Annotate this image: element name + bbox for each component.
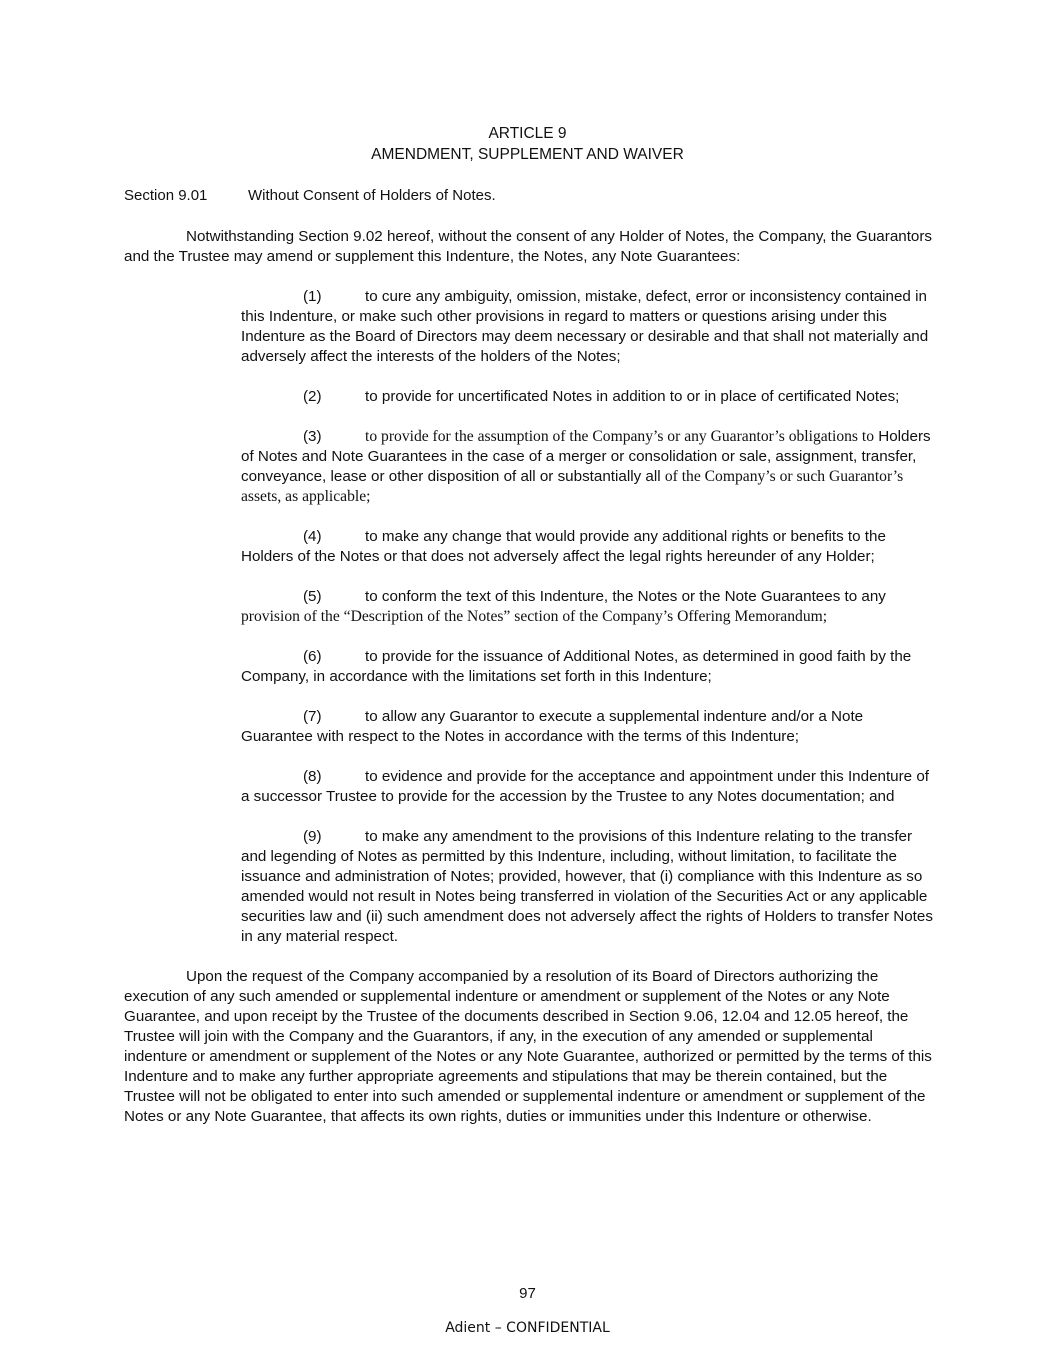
page-number: 97 [519,1285,536,1302]
item-label: (1) [303,288,322,305]
list-item-6 [241,647,935,687]
closing-text: Upon the request of the Company accompanied by a resolution of its Board of Directors authorizing the execution of any such amended or supplemental indenture or amendment or supplement of the Notes or any Note Guarantee, and upon receipt by the Trustee of the documents described in Section 9.06, 12.04 and 12.05 hereof, the Trustee will join with the Company and the Guarantors, if any, in the execution of any amended or supplemental indenture or amendment or supplement of the Notes or any Note Guarantee, authorized or permitted by the terms of this Indenture and to make any further appropriate agreements and stipulations that may be therein contained, but the Trustee will not be obligated to enter into such amended or supplemental indenture or amendment or supplement of the Notes or any Note Guarantee, that affects its own rights, duties or immunities under this Indenture or otherwise. [124,968,932,1125]
item-label: (9) [303,828,322,845]
article-number: ARTICLE 9 [488,125,567,142]
item-text: to provide for uncertificated Notes in addition to or in place of certificated Notes; [365,388,900,405]
article-title: AMENDMENT, SUPPLEMENT AND WAIVER [371,146,684,163]
item-label: (8) [303,768,322,785]
item-label: (5) [303,588,322,605]
item-text: to provide for the issuance of Additional Notes, as determined in good faith by the Company, in accordance with the limitations set forth in this Indenture; [241,648,912,685]
item-text: to allow any Guarantor to execute a supplemental indenture and/or a Note Guarantee with respect to the Notes in accordance with the terms of this Indenture; [241,708,864,745]
item-text: to make any amendment to the provisions of this Indenture relating to the transfer and legending of Notes as permitted by this Indenture, including, without limitation, to facilitate the issuance and administration of Notes; provided, however, that (i) compliance with this Indenture as so amended would not result in Notes being transferred in violation of the Securities Act or any applicable securities law and (ii) such amendment does not adversely affect the rights of Holders to transfer Notes in any material respect. [241,828,933,945]
intro-text: Notwithstanding Section 9.02 hereof, without the consent of any Holder of Notes, the Company, the Guarantors and the Trustee may amend or supplement this Indenture, the Notes, any Note Guarantees: [124,228,933,265]
item-text: to evidence and provide for the acceptance and appointment under this Indenture of a successor Trustee to provide for the accession by the Trustee to any Notes documentation; and [241,768,930,805]
item-text: to make any change that would provide any additional rights or benefits to the Holders of the Notes or that does not adversely affect the legal rights hereunder of any Holder; [241,528,886,565]
item-label: (6) [303,648,322,665]
list-item-7 [241,707,935,747]
item-text-serif-end: of the Company’s or such Guarantor’s assets, as applicable; [241,468,904,505]
item-label: (4) [303,528,322,545]
confidential-footer: Adient – CONFIDENTIAL [445,1320,610,1336]
item-text: to cure any ambiguity, omission, mistake, defect, error or inconsistency contained in this Indenture, or make such other provisions in regard to matters or questions arising under this Indenture as the Board of Directors may deem necessary or desirable and that shall not materially and adversely affect the interests of the holders of the Notes; [241,288,929,365]
list-item-1 [241,287,935,367]
intro-paragraph [124,227,936,267]
list-item-3 [241,427,935,507]
section-title: Without Consent of Holders of Notes. [248,187,496,204]
list-item-9 [241,827,935,947]
item-text: Holders of Notes and Note Guarantees in the case of a merger or consolidation or sale, assignment, transfer, conveyance, lease or other disposition of all or substantially all [241,428,931,485]
item-text: to conform the text of this Indenture, the Notes or the Note Guarantees to any [365,588,886,605]
list-item-5 [241,587,935,627]
item-text-serif: provision of the “Description of the Notes” section of the Company’s Offering Memorandum; [241,608,828,625]
closing-paragraph [124,967,936,1127]
item-text-serif: to provide for the assumption of the Company’s or any Guarantor’s obligations to [365,428,875,445]
item-label: (7) [303,708,322,725]
item-label: (3) [303,428,322,445]
list-item-2 [241,387,935,407]
list-item-4 [241,527,935,567]
item-label: (2) [303,388,322,405]
section-heading [124,187,496,204]
section-number: Section 9.01 [124,187,208,204]
list-item-8 [241,767,935,807]
